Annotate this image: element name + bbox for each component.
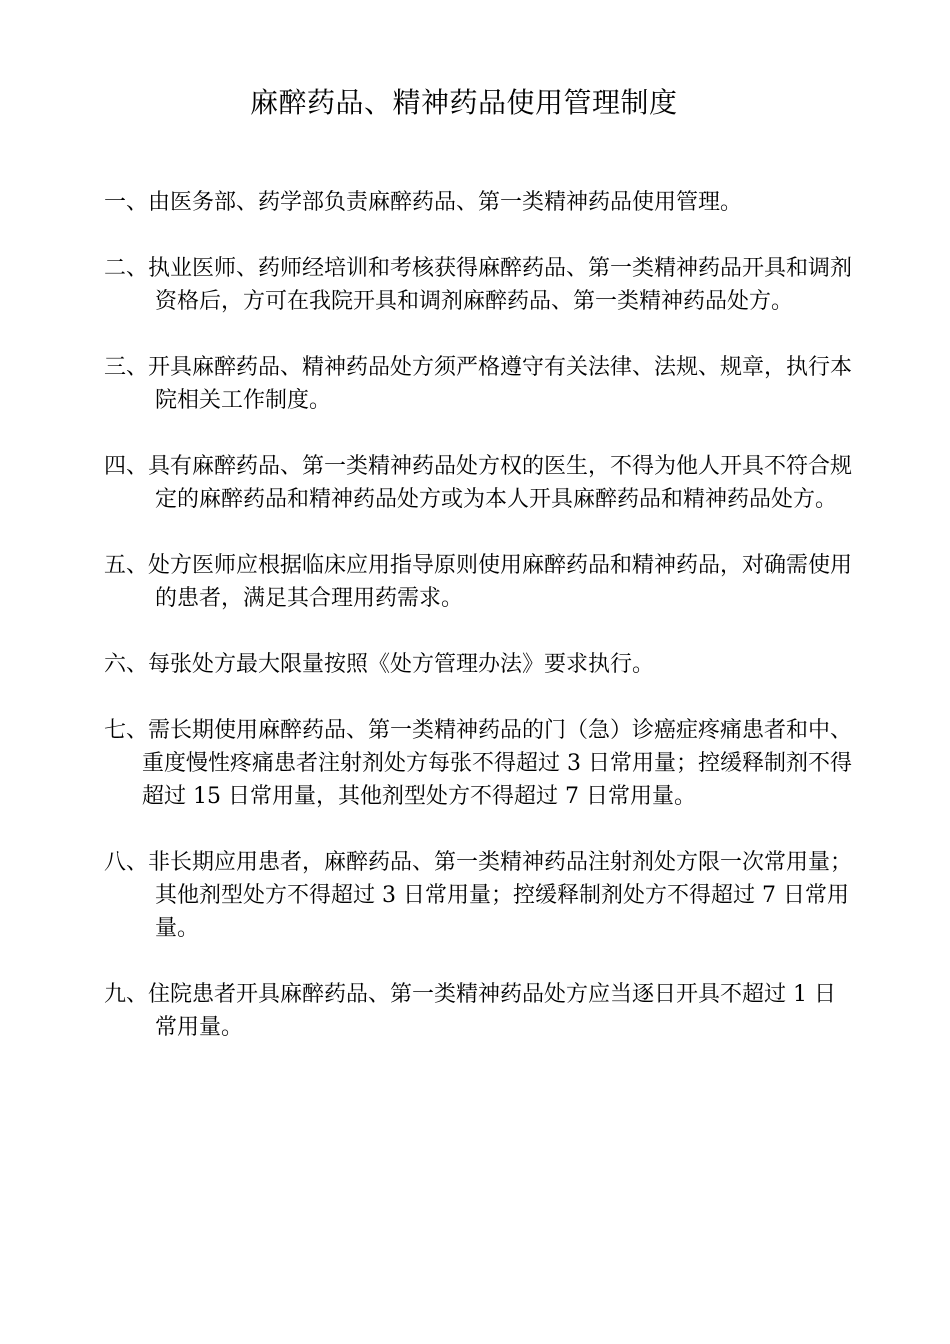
regulation-list	[104, 186, 856, 1077]
regulation-item-3: 三、开具麻醉药品、精神药品处方须严格遵守有关法律、法规、规章，执行本院相关工作制度。	[104, 355, 853, 413]
regulation-item-2: 二、执业医师、药师经培训和考核获得麻醉药品、第一类精神药品开具和调剂资格后，方可在我院开具和调剂麻醉药品、第一类精神药品处方。	[104, 256, 853, 314]
regulation-item-5: 五、处方医师应根据临床应用指导原则使用麻醉药品和精神药品，对确需使用的患者，满足其合理用药需求。	[104, 553, 853, 611]
regulation-item-1: 一、由医务部、药学部负责麻醉药品、第一类精神药品使用管理。	[104, 190, 743, 215]
regulation-item-6: 六、每张处方最大限量按照《处方管理办法》要求执行。	[104, 652, 655, 677]
regulation-item-9: 九、住院患者开具麻醉药品、第一类精神药品处方应当逐日开具不超过 1 日常用量。	[104, 982, 836, 1040]
regulation-item-8: 八、非长期应用患者，麻醉药品、第一类精神药品注射剂处方限一次常用量；其他剂型处方不得超过 3 日常用量；控缓释制剂处方不得超过 7 日常用量。	[104, 850, 853, 941]
document-title: 麻醉药品、精神药品使用管理制度	[250, 86, 678, 119]
regulation-item-7: 七、需长期使用麻醉药品、第一类精神药品的门（急）诊癌症疼痛患者和中、重度慢性疼痛患者注射剂处方每张不得超过 3 日常用量；控缓释制剂不得超过 15 日常用量，其他剂型处方不得超过 7 日常用量。	[104, 718, 853, 809]
regulation-item-4: 四、具有麻醉药品、第一类精神药品处方权的医生，不得为他人开具不符合规定的麻醉药品和精神药品处方或为本人开具麻醉药品和精神药品处方。	[104, 454, 853, 512]
